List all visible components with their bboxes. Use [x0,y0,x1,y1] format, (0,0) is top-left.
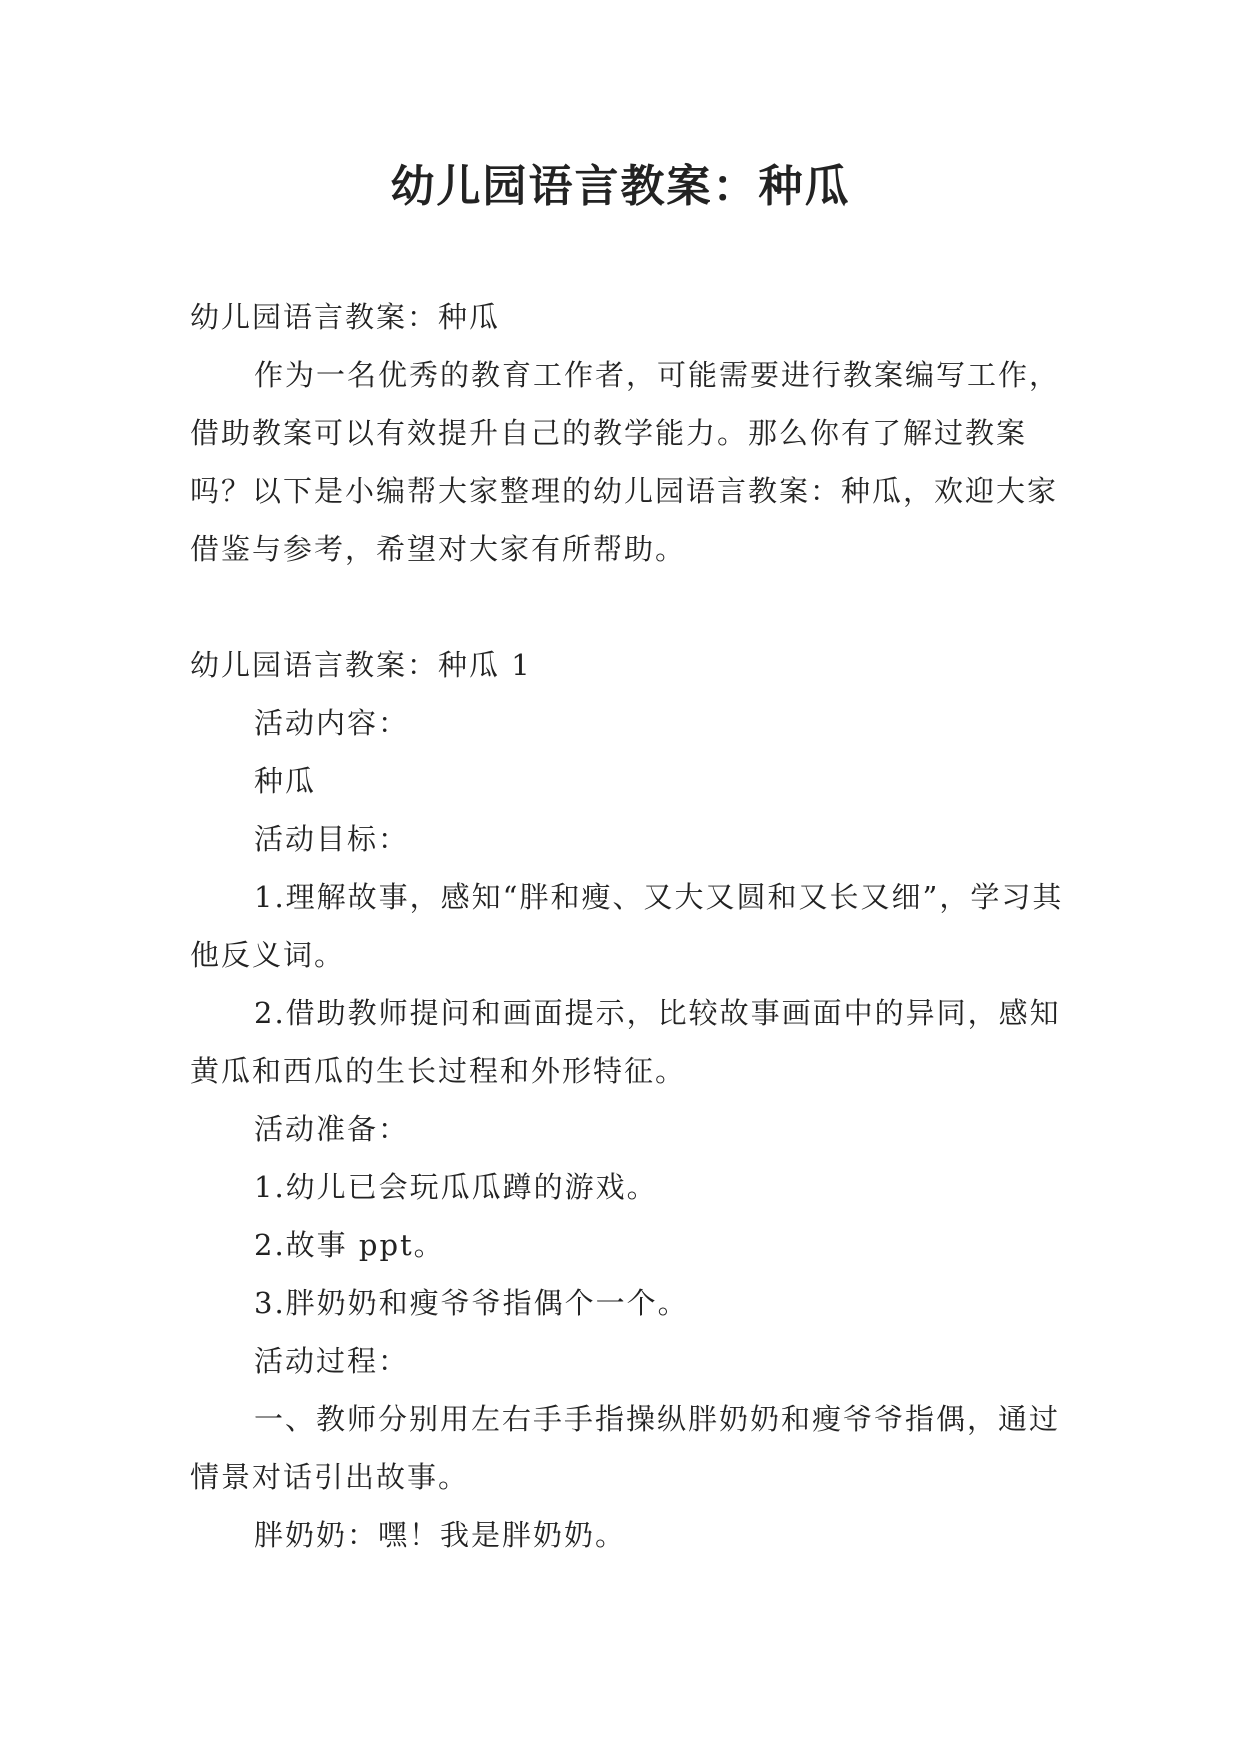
intro-heading: 幼儿园语言教案：种瓜 [190,300,501,334]
document-body [190,288,1070,1564]
intro-paragraph: 作为一名优秀的教育工作者，可能需要进行教案编写工作，借助教案可以有效提升自己的教学能力。那么你有了解过教案吗？以下是小编帮大家整理的幼儿园语言教案：种瓜，欢迎大家借鉴与参考，希望对大家有所帮助。 [190,358,1061,566]
document-title: 幼儿园语言教案：种瓜 [390,161,851,212]
process-step: 一、教师分别用左右手手指操纵胖奶奶和瘦爷爷指偶，通过情景对话引出故事。 [190,1402,1061,1494]
prep-label: 活动准备： [254,1112,410,1146]
content-label: 活动内容： [254,706,410,740]
prep-item: 3.胖奶奶和瘦爷爷指偶个一个。 [254,1286,689,1320]
process-label: 活动过程： [254,1344,410,1378]
section-spacer [190,578,1070,636]
prep-item: 2.故事 ppt。 [254,1228,445,1262]
goal-item: 1.理解故事，感知“胖和瘦、又大又圆和又长又细”，学习其他反义词。 [190,880,1064,972]
content-text: 种瓜 [254,764,317,798]
goals-label: 活动目标： [254,822,410,856]
process-dialogue: 胖奶奶：嘿！我是胖奶奶。 [254,1518,627,1552]
prep-item: 1.幼儿已会玩瓜瓜蹲的游戏。 [254,1170,658,1204]
goal-item: 2.借助教师提问和画面提示，比较故事画面中的异同，感知黄瓜和西瓜的生长过程和外形特征。 [190,996,1061,1088]
section-heading: 幼儿园语言教案：种瓜 1 [190,648,532,682]
